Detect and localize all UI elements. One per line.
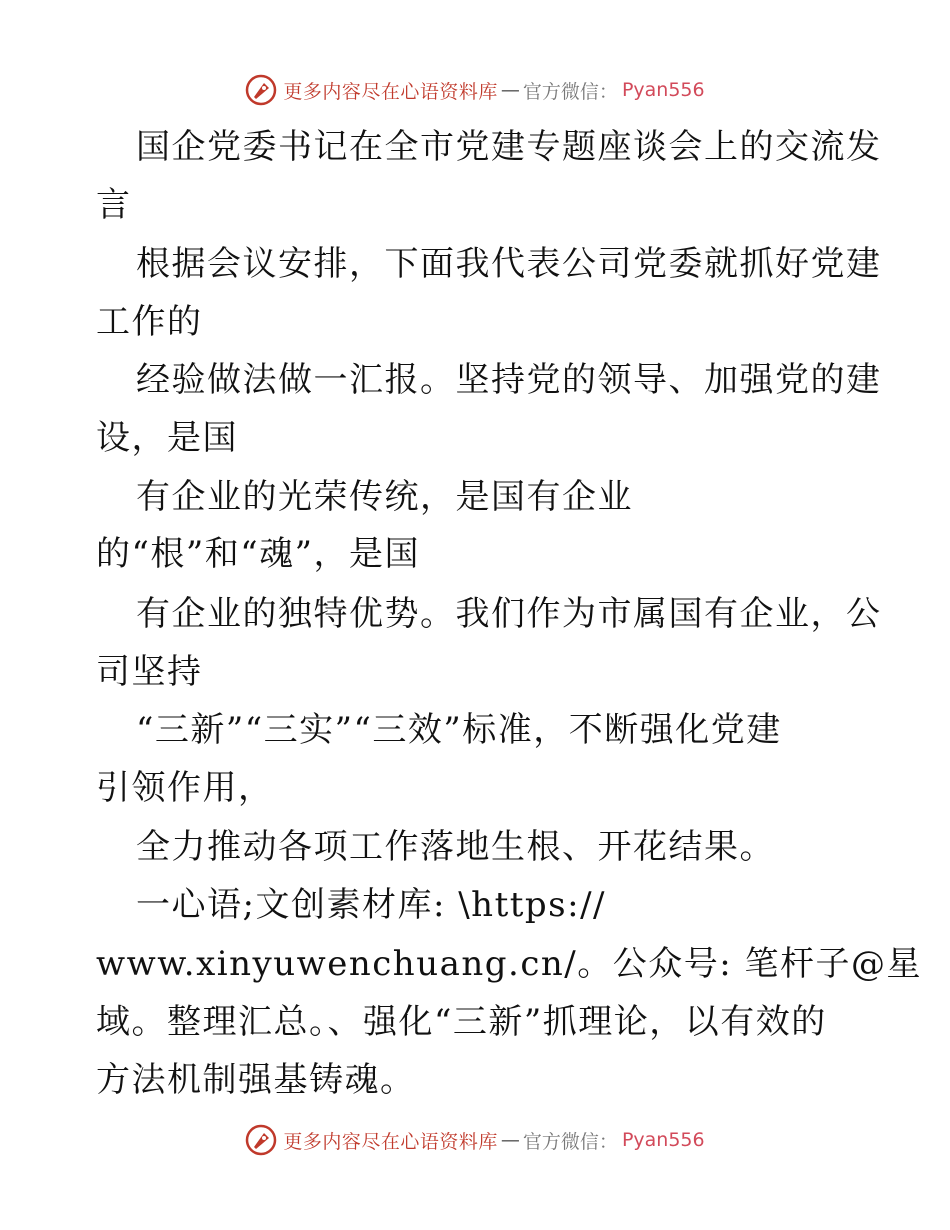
doc-text-line: 的“根”和“魂”，是国 (96, 534, 421, 574)
doc-text-line: 设，是国 (96, 418, 238, 458)
doc-text-line: 一心语;文创素材库: \https:// (136, 885, 606, 925)
banner-separator: — (500, 1129, 520, 1151)
doc-text-line: 司坚持 (96, 652, 203, 692)
doc-text-line: www.xinyuwenchuang.cn/。公众号: 笔杆子@星 (96, 944, 922, 984)
banner-wechat-id: Pyan556 (621, 79, 705, 101)
banner-separator: — (500, 79, 520, 101)
banner-wechat-label: 官方微信： (522, 1130, 618, 1153)
doc-title-line-2: 言 (96, 185, 132, 225)
doc-text-line: 根据会议安排，下面我代表公司党委就抓好党建 (136, 244, 882, 284)
doc-text-line: 工作的 (96, 302, 203, 342)
banner-brand-text: 更多内容尽在心语资料库 (283, 80, 498, 103)
banner-wechat-id: Pyan556 (621, 1129, 705, 1151)
doc-title-line-1: 国企党委书记在全市党建专题座谈会上的交流发 (136, 127, 882, 167)
doc-text-line: 全力推动各项工作落地生根、开花结果。 (136, 827, 775, 867)
doc-text-line: 经验做法做一汇报。坚持党的领导、加强党的建 (136, 360, 882, 400)
doc-text-line: 引领作用， (96, 768, 274, 808)
banner-wechat-label: 官方微信： (522, 80, 618, 103)
footer-banner (0, 1122, 950, 1158)
pen-nib-logo-icon (245, 1124, 277, 1156)
doc-text-line: “三新”“三实”“三效”标准，不断强化党建 (136, 710, 782, 750)
banner-brand-text: 更多内容尽在心语资料库 (283, 1130, 498, 1153)
doc-text-line: 域。整理汇总。、强化“三新”抓理论，以有效的 (96, 1002, 827, 1042)
header-banner (0, 72, 950, 108)
pen-nib-logo-icon (245, 74, 277, 106)
doc-text-line: 有企业的光荣传统，是国有企业 (136, 477, 633, 517)
doc-text-line: 方法机制强基铸魂。 (96, 1060, 416, 1100)
doc-text-line: 有企业的独特优势。我们作为市属国有企业，公 (136, 594, 882, 634)
